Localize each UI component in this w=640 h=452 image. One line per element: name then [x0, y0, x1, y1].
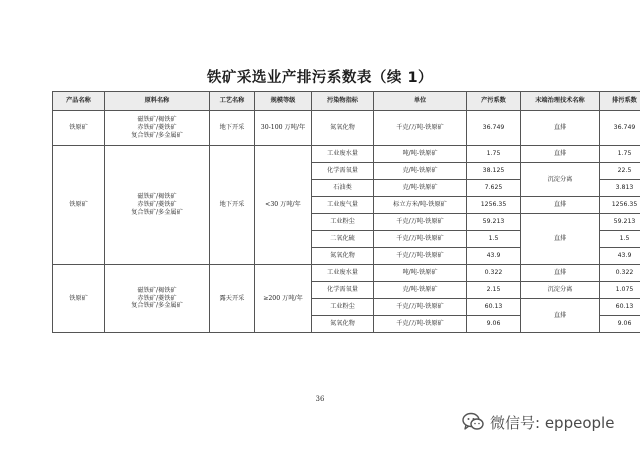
generation-coef-cell: 2.15: [467, 282, 521, 299]
unit-cell: 千克/万吨-铁原矿: [374, 214, 467, 231]
emission-coef-cell: 0.322: [600, 265, 640, 282]
pollutant-cell: 工业废水量: [312, 265, 374, 282]
pollutant-cell: 氮氧化物: [312, 316, 374, 333]
generation-coef-cell: 1.5: [467, 231, 521, 248]
generation-coef-cell: 43.9: [467, 248, 521, 265]
unit-cell: 吨/吨-铁原矿: [374, 265, 467, 282]
pollutant-cell: 化学需氧量: [312, 282, 374, 299]
pollutant-cell: 工业废水量: [312, 146, 374, 163]
header-cell: 末端治理技术名称: [521, 92, 600, 111]
generation-coef-cell: 0.322: [467, 265, 521, 282]
table-row: [53, 146, 640, 163]
treatment-tech-cell: 沉淀分离: [521, 282, 600, 299]
unit-cell: 克/吨-铁原矿: [374, 180, 467, 197]
unit-cell: 克/吨-铁原矿: [374, 282, 467, 299]
generation-coef-cell: 38.125: [467, 163, 521, 180]
pollutant-cell: 工业粉尘: [312, 299, 374, 316]
material-text: 磁铁矿/褐铁矿 赤铁矿/菱铁矿 复合铁矿/多金属矿: [131, 193, 183, 216]
page-number: 36: [315, 395, 325, 403]
treatment-tech-cell: 直排: [521, 299, 600, 333]
material-text: 磁铁矿/褐铁矿 赤铁矿/菱铁矿 复合铁矿/多金属矿: [131, 286, 183, 310]
generation-coef-cell: 59.213: [467, 214, 521, 231]
emission-coef-cell: 60.13: [600, 299, 640, 316]
generation-coef-cell: 7.625: [467, 180, 521, 197]
emission-coef-cell: 59.213: [600, 214, 640, 231]
process-cell: 地下开采: [210, 146, 255, 265]
scale-cell: 30-100 万吨/年: [255, 111, 312, 146]
process-cell: 露天开采: [210, 265, 255, 333]
emission-coef-cell: 1.75: [600, 146, 640, 163]
table-title: 铁矿采选业产排污系数表（续 1）: [206, 70, 434, 86]
header-cell: 污染物指标: [312, 92, 374, 111]
table-row: [53, 111, 640, 146]
treatment-tech-cell: 直排: [521, 146, 600, 163]
emission-coef-cell: 1.5: [600, 231, 640, 248]
header-cell: 原料名称: [105, 92, 210, 111]
generation-coef-cell: 60.13: [467, 299, 521, 316]
wechat-icon: [462, 412, 484, 432]
header-row: [53, 92, 640, 111]
treatment-tech-cell: 直排: [521, 111, 600, 146]
wechat-watermark: [462, 411, 614, 433]
header-cell: 规模等级: [255, 92, 312, 111]
material-cell: [105, 146, 210, 265]
material-cell: [105, 111, 210, 146]
scale-cell: ≥200 万吨/年: [255, 265, 312, 333]
unit-cell: 千克/万吨-铁原矿: [374, 231, 467, 248]
pollutant-cell: 工业粉尘: [312, 214, 374, 231]
pollutant-cell: 二氧化硫: [312, 231, 374, 248]
material-cell: [105, 265, 210, 333]
emission-coef-cell: 1.075: [600, 282, 640, 299]
material-text: 磁铁矿/褐铁矿 赤铁矿/菱铁矿 复合铁矿/多金属矿: [131, 116, 183, 139]
treatment-tech-cell: 直排: [521, 265, 600, 282]
header-cell: 排污系数: [600, 92, 640, 111]
product-cell: 铁原矿: [53, 265, 105, 333]
product-cell: 铁原矿: [53, 111, 105, 146]
pollutant-cell: 氮氧化物: [312, 111, 374, 146]
generation-coef-cell: 36.749: [467, 111, 521, 146]
treatment-tech-cell: 直排: [521, 197, 600, 214]
unit-cell: 千克/万吨-铁原矿: [374, 316, 467, 333]
unit-cell: 千克/万吨-铁原矿: [374, 248, 467, 265]
header-cell: 单位: [374, 92, 467, 111]
table-row: [53, 265, 640, 282]
pollutant-cell: 化学需氧量: [312, 163, 374, 180]
treatment-tech-cell: 沉淀分离: [521, 163, 600, 197]
emission-coef-cell: 22.5: [600, 163, 640, 180]
product-cell: 铁原矿: [53, 146, 105, 265]
emission-coef-cell: 43.9: [600, 248, 640, 265]
emission-coef-cell: 1256.35: [600, 197, 640, 214]
unit-cell: 千克/万吨-铁原矿: [374, 299, 467, 316]
treatment-tech-cell: 直排: [521, 214, 600, 265]
watermark-text: 微信号: eppeople: [490, 413, 615, 432]
unit-cell: 千克/万吨-铁原矿: [374, 111, 467, 146]
generation-coef-cell: 1256.35: [467, 197, 521, 214]
generation-coef-cell: 1.75: [467, 146, 521, 163]
header-cell: 产污系数: [467, 92, 521, 111]
generation-coef-cell: 9.06: [467, 316, 521, 333]
emission-coef-cell: 36.749: [600, 111, 640, 146]
pollutant-cell: 氮氧化物: [312, 248, 374, 265]
emission-coef-cell: 9.06: [600, 316, 640, 333]
emission-coef-cell: 3.813: [600, 180, 640, 197]
scale-cell: <30 万吨/年: [255, 146, 312, 265]
unit-cell: 克/吨-铁原矿: [374, 163, 467, 180]
process-cell: 地下开采: [210, 111, 255, 146]
header-cell: 工艺名称: [210, 92, 255, 111]
unit-cell: 标立方米/吨-铁原矿: [374, 197, 467, 214]
pollutant-cell: 石油类: [312, 180, 374, 197]
pollutant-cell: 工业废气量: [312, 197, 374, 214]
unit-cell: 吨/吨-铁原矿: [374, 146, 467, 163]
header-cell: 产品名称: [53, 92, 105, 111]
pollution-coefficient-table: [52, 91, 640, 333]
